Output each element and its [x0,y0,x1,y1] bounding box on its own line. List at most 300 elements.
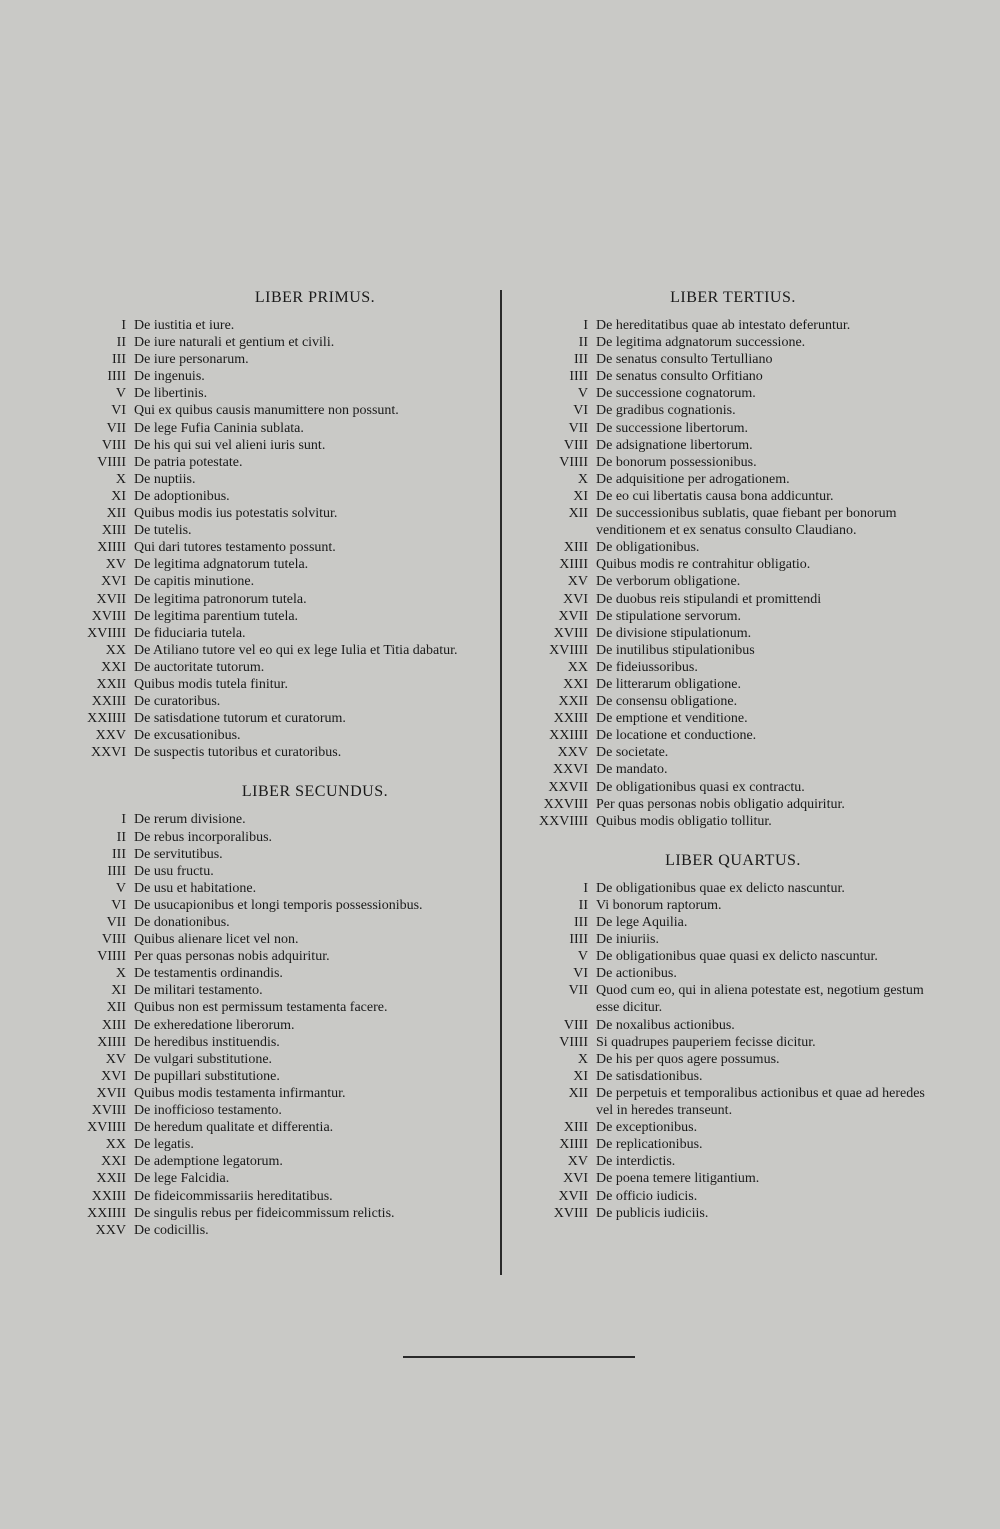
entry-title: De iniuriis. [596,932,659,948]
toc-entry [512,539,944,556]
entry-number: XVI [101,1068,126,1084]
toc-entry [512,948,944,965]
entry-title: De singulis rebus per fideicommissum relictis. [134,1205,395,1221]
entry-title: De libertinis. [134,386,208,402]
entry-title: De legatis. [134,1137,194,1153]
entry-number: XVI [101,574,126,590]
toc-entry [60,676,500,693]
entry-title: De adquisitione per adrogationem. [596,471,790,487]
entry-title: De legitima adgnatorum tutela. [134,557,309,573]
toc-entry [60,608,500,625]
toc-entry [60,1085,500,1102]
entry-number: XXIII [553,711,588,727]
entry-title: De actionibus. [596,966,677,982]
toc-entry [512,1017,944,1034]
entry-number: XXIII [91,1188,126,1204]
entry-number: XX [105,1137,126,1153]
entry-title: Quibus modis testamenta infirmantur. [134,1085,346,1101]
toc-entry [512,761,944,778]
toc-entry [60,1170,500,1187]
left-column [60,283,500,1239]
toc-entry [60,642,500,659]
entry-number: XVII [96,1085,126,1101]
toc-entry [60,744,500,761]
entry-title: De rerum divisione. [134,812,246,828]
toc-entry [60,965,500,982]
entry-title: De lege Fufia Caninia sublata. [134,420,304,436]
entry-title: De legitima parentium tutela. [134,608,299,624]
toc-entry [512,1034,944,1051]
entry-title: De emptione et venditione. [596,711,748,727]
entry-number: I [583,880,588,896]
entry-title: De locatione et conductione. [596,728,757,744]
entry-title: De tutelis. [134,523,192,539]
entry-number: XXV [557,745,588,761]
entry-title: Per quas personas nobis obligatio adquiritur. [596,796,845,812]
entry-title: Per quas personas nobis adquiritur. [134,949,330,965]
entry-number: X [115,471,126,487]
entry-number: VI [573,966,588,982]
entry-title: De inutilibus stipulationibus [596,642,755,658]
entry-title: De noxalibus actionibus. [596,1017,735,1033]
toc-entry [60,591,500,608]
entry-number: XXVI [553,762,588,778]
entry-number: VI [111,403,126,419]
toc-entry [60,1034,500,1051]
entry-title: De bonorum possessionibus. [596,454,757,470]
entry-number: IIII [569,369,588,385]
entry-title: De litterarum obligatione. [596,676,742,692]
toc-entry [512,420,944,437]
toc-entry [60,897,500,914]
toc-entry [60,727,500,744]
entry-title: De rebus incorporalibus. [134,829,273,845]
entry-number: XXIIII [87,711,126,727]
toc-entry [512,573,944,590]
toc-entry [512,931,944,948]
toc-entry [512,1153,944,1170]
entry-title: De iustitia et iure. [134,318,235,333]
entry-number: X [577,471,588,487]
entry-number: XVIIII [87,625,126,641]
entry-title: De interdictis. [596,1154,676,1170]
entry-list [60,811,500,1238]
entry-title: De perpetuis et temporalibus actionibus et quae ad heredes vel in heredes transeunt. [596,1085,925,1119]
toc-entry [512,914,944,931]
toc-entry [512,591,944,608]
entry-title: De testamentis ordinandis. [134,966,283,982]
entry-number: XII [106,1000,126,1016]
toc-entry [60,931,500,948]
entry-title: De auctoritate tutorum. [134,659,265,675]
toc-entry [60,1205,500,1222]
entry-title: De legitima adgnatorum successione. [596,335,806,351]
entry-number: XII [568,1085,588,1101]
toc-entry [512,1051,944,1068]
entry-title: De mandato. [596,762,668,778]
entry-number: XXIIII [549,728,588,744]
entry-number: XVIII [553,1205,588,1221]
entry-number: XIII [101,523,126,539]
toc-entry [60,573,500,590]
toc-entry [60,437,500,454]
toc-entry [60,659,500,676]
toc-entry [512,779,944,796]
toc-entry [60,1222,500,1239]
entry-number: III [112,846,126,862]
entry-number: XII [568,506,588,522]
entry-title: De societate. [596,745,669,761]
book-secundus [60,783,500,1238]
entry-title: De servitutibus. [134,846,223,862]
toc-entry [60,829,500,846]
toc-entry [60,471,500,488]
toc-entry [60,351,500,368]
entry-title: De excusationibus. [134,728,241,744]
entry-title: De verborum obligatione. [596,574,741,590]
entry-number: XVIII [553,625,588,641]
entry-number: VIII [563,1017,588,1033]
entry-number: XXVI [91,745,126,761]
entry-title: De poena temere litigantium. [596,1171,760,1187]
toc-entry [60,811,500,828]
entry-number: XV [105,1051,126,1067]
entry-number: XXII [96,676,126,692]
entry-number: XX [105,642,126,658]
entry-title: Qui dari tutores testamento possunt. [134,540,336,556]
toc-entry [60,1017,500,1034]
entry-number: XV [105,557,126,573]
toc-entry [512,351,944,368]
entry-number: XXVII [548,779,588,795]
entry-number: I [583,318,588,333]
entry-title: De fiduciaria tutela. [134,625,246,641]
entry-title: De successionibus sublatis, quae fiebant per bonorum venditionem et ex senatus consulto Claudiano. [596,506,897,539]
entry-number: IIII [107,863,126,879]
entry-number: VII [106,420,126,436]
entry-number: I [121,318,126,333]
entry-number: XVII [96,591,126,607]
entry-title: De iure naturali et gentium et civili. [134,335,335,351]
toc-entry [60,846,500,863]
toc-entry [512,1170,944,1187]
entry-number: XV [567,1154,588,1170]
toc-entry [60,1102,500,1119]
toc-entry [512,982,944,1016]
entry-number: XVIII [91,1103,126,1119]
entry-number: XXII [96,1171,126,1187]
entry-number: XIII [563,1120,588,1136]
entry-title: De usu fructu. [134,863,214,879]
entry-number: XXIIII [87,1205,126,1221]
entry-number: XIIII [97,1034,126,1050]
book-quartus [512,852,944,1222]
entry-title: De successione cognatorum. [596,386,756,402]
entry-number: XVII [558,608,588,624]
toc-entry [512,1205,944,1222]
entry-number: VII [106,915,126,930]
entry-title: De suspectis tutoribus et curatoribus. [134,745,342,761]
book-title: LIBER QUARTUS. [665,851,801,869]
toc-entry [60,710,500,727]
entry-title: De obligationibus quasi ex contractu. [596,779,805,795]
entry-number: II [578,335,588,351]
entry-title: Quibus alienare licet vel non. [134,932,299,948]
toc-entry [512,965,944,982]
toc-entry [512,796,944,813]
toc-entry [60,880,500,897]
toc-entry [60,948,500,965]
toc-entry [60,522,500,539]
entry-title: De ingenuis. [134,369,205,385]
entry-number: VIII [101,932,126,948]
toc-entry [512,1136,944,1153]
entry-list [60,317,500,761]
toc-entry [60,1136,500,1153]
entry-title: De Atiliano tutore vel eo qui ex lege Iulia et Titia dabatur. [134,642,458,658]
toc-entry [512,402,944,419]
toc-entry [512,1068,944,1085]
entry-number: XV [567,574,588,590]
entry-title: De adsignatione libertorum. [596,437,753,453]
entry-number: V [577,386,588,402]
toc-entry [60,556,500,573]
toc-entry [512,317,944,334]
entry-number: V [115,880,126,896]
toc-entry [512,659,944,676]
entry-title: De officio iudicis. [596,1188,698,1204]
entry-number: XXIII [91,694,126,710]
entry-title: De heredum qualitate et differentia. [134,1120,334,1136]
entry-number: VI [111,897,126,913]
entry-number: IIII [107,369,126,385]
toc-entry [60,1051,500,1068]
toc-entry [512,1085,944,1119]
entry-number: XVIII [91,608,126,624]
entry-number: XVIIII [549,642,588,658]
entry-title: De his per quos agere possumus. [596,1051,780,1067]
book-title: LIBER TERTIUS. [670,289,796,306]
entry-number: XXV [95,728,126,744]
toc-entry [60,368,500,385]
entry-title: De satisdationibus. [596,1068,703,1084]
entry-title: De vulgari substitutione. [134,1051,273,1067]
entry-number: VI [573,403,588,419]
entry-title: De adoptionibus. [134,488,230,504]
toc-entry [512,642,944,659]
toc-entry [60,488,500,505]
entry-title: De obligationibus quae quasi ex delicto nascuntur. [596,949,878,965]
entry-number: III [112,352,126,368]
entry-title: De exheredatione liberorum. [134,1017,295,1033]
entry-title: De obligationibus quae ex delicto nascuntur. [596,880,845,896]
toc-entry [512,488,944,505]
entry-title: De consensu obligatione. [596,694,738,710]
toc-entry [60,420,500,437]
entry-number: XIII [101,1017,126,1033]
entry-title: De fideicommissariis hereditatibus. [134,1188,333,1204]
entry-title: De exceptionibus. [596,1120,698,1136]
entry-number: XVI [563,591,588,607]
entry-title: De stipulatione servorum. [596,608,742,624]
entry-number: XI [111,488,126,504]
entry-title: De lege Falcidia. [134,1171,230,1187]
entry-title: De gradibus cognationis. [596,403,736,419]
toc-entry [512,693,944,710]
entry-title: De publicis iudiciis. [596,1205,709,1221]
toc-entry [60,693,500,710]
entry-title: De eo cui libertatis causa bona addicuntur. [596,488,834,504]
entry-title: De iure personarum. [134,352,249,368]
entry-title: De successione libertorum. [596,420,749,436]
entry-number: XVIIII [87,1120,126,1136]
toc-entry [512,556,944,573]
entry-title: De heredibus instituendis. [134,1034,280,1050]
toc-entry [512,1188,944,1205]
entry-title: De obligationibus. [596,540,700,556]
entry-number: VIIII [97,454,126,470]
toc-entry [512,368,944,385]
entry-number: XIIII [559,1137,588,1153]
entry-title: Quibus modis tutela finitur. [134,676,288,692]
toc-entry [512,727,944,744]
toc-entry [60,539,500,556]
entry-number: VIIII [559,454,588,470]
entry-number: V [577,949,588,965]
entry-title: De divisione stipulationum. [596,625,752,641]
entry-number: VII [568,420,588,436]
toc-entry [512,676,944,693]
entry-number: XXI [101,659,126,675]
entry-title: De patria potestate. [134,454,243,470]
entry-title: Quibus modis obligatio tollitur. [596,813,772,829]
toc-entry [512,334,944,351]
toc-entry [512,625,944,642]
entry-title: Vi bonorum raptorum. [596,897,722,913]
toc-entry [60,863,500,880]
entry-number: II [116,829,126,845]
toc-entry [512,813,944,830]
entry-number: V [115,386,126,402]
entry-title: De satisdatione tutorum et curatorum. [134,711,346,727]
entry-title: De duobus reis stipulandi et promittendi [596,591,822,607]
entry-number: XVII [558,1188,588,1204]
entry-title: Qui ex quibus causis manumittere non possunt. [134,403,399,419]
entry-number: X [577,1051,588,1067]
entry-number: II [578,897,588,913]
book-title: LIBER PRIMUS. [254,289,376,306]
entry-title: Quibus modis re contrahitur obligatio. [596,557,811,573]
entry-number: III [574,915,588,930]
toc-entry [60,317,500,334]
entry-number: XII [106,506,126,522]
entry-number: VIIII [559,1034,588,1050]
entry-title: De codicillis. [134,1222,209,1238]
entry-number: XXI [563,676,588,692]
toc-entry [60,402,500,419]
toc-entry [512,385,944,402]
toc-entry [60,999,500,1016]
toc-entry [512,454,944,471]
toc-entry [512,471,944,488]
entry-title: De his qui sui vel alieni iuris sunt. [134,437,326,453]
entry-number: VIII [563,437,588,453]
book-title: LIBER SECUNDUS. [241,783,389,801]
toc-entry [512,608,944,625]
entry-title: De capitis minutione. [134,574,255,590]
entry-title: De senatus consulto Tertulliano [596,352,773,368]
entry-number: VIIII [97,949,126,965]
toc-entry [512,1119,944,1136]
entry-title: De legitima patronorum tutela. [134,591,307,607]
right-column [512,283,944,1222]
entry-title: Quibus modis ius potestatis solvitur. [134,506,338,522]
entry-number: XI [111,983,126,999]
entry-number: XXV [95,1222,126,1238]
entry-title: Quod cum eo, qui in aliena potestate est, negotium gestum esse dicitur. [596,983,924,1016]
entry-title: Quibus non est permissum testamenta facere. [134,1000,388,1016]
entry-title: De militari testamento. [134,983,263,999]
book-primus [60,289,500,761]
entry-number: VIII [101,437,126,453]
entry-number: XI [573,1068,588,1084]
entry-number: XX [567,659,588,675]
entry-number: XIIII [97,540,126,556]
entry-title: De lege Aquilia. [596,915,688,930]
entry-title: De replicationibus. [596,1137,703,1153]
entry-title: De usucapionibus et longi temporis possessionibus. [134,897,423,913]
entry-number: XVI [563,1171,588,1187]
toc-entry [512,744,944,761]
entry-number: III [574,352,588,368]
toc-entry [60,914,500,931]
toc-entry [60,334,500,351]
toc-entry [512,880,944,897]
column-divider [500,290,502,1275]
entry-number: XXVIII [543,796,588,812]
entry-number: XXI [101,1154,126,1170]
entry-number: XI [573,488,588,504]
toc-entry [60,454,500,471]
entry-title: De hereditatibus quae ab intestato deferuntur. [596,318,851,333]
toc-entry [512,437,944,454]
toc-entry [60,982,500,999]
toc-entry [512,505,944,539]
toc-entry [60,1188,500,1205]
entry-number: XXII [558,694,588,710]
toc-entry [60,1153,500,1170]
entry-title: De usu et habitatione. [134,880,257,896]
entry-number: XIIII [559,557,588,573]
entry-title: De donationibus. [134,915,230,930]
entry-list [512,880,944,1222]
toc-entry [60,385,500,402]
entry-number: II [116,335,126,351]
entry-title: De ademptione legatorum. [134,1154,283,1170]
entry-list [512,317,944,830]
entry-title: De nuptiis. [134,471,196,487]
toc-entry [512,897,944,914]
entry-number: VII [568,983,588,999]
toc-entry [60,505,500,522]
entry-number: X [115,966,126,982]
toc-entry [60,1119,500,1136]
entry-number: IIII [569,932,588,948]
entry-number: XXVIIII [539,813,588,829]
toc-entry [60,1068,500,1085]
entry-title: De fideiussoribus. [596,659,698,675]
entry-title: Si quadrupes pauperiem fecisse dicitur. [596,1034,816,1050]
